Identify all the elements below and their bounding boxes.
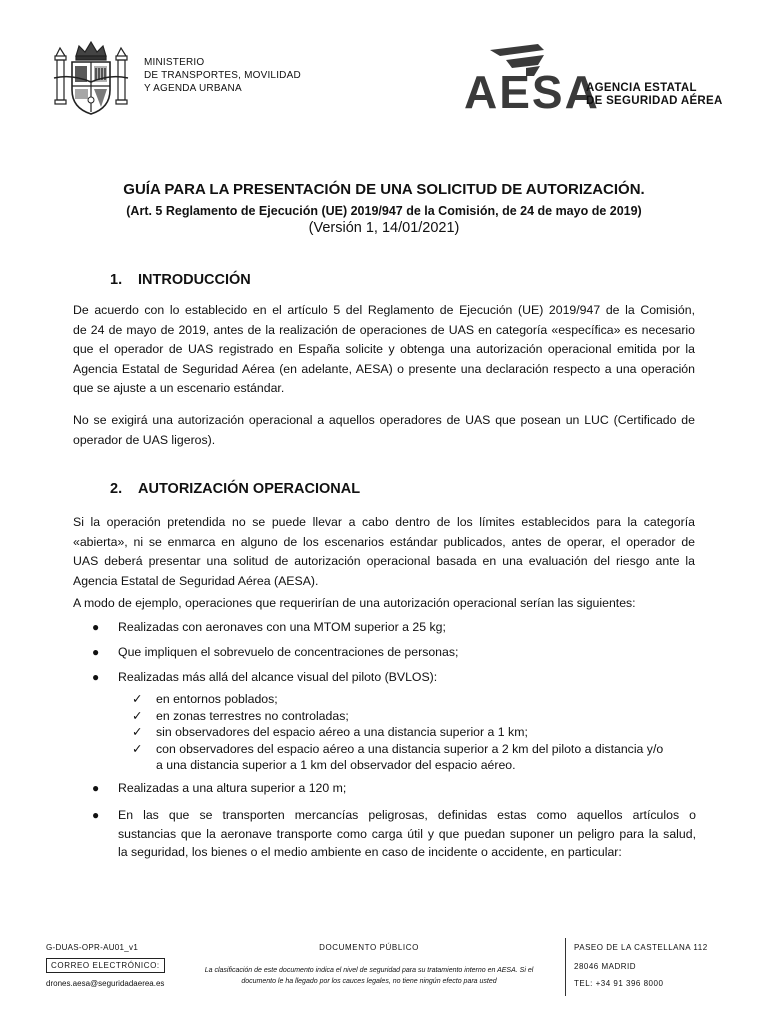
classification-label: DOCUMENTO PÚBLICO bbox=[319, 943, 419, 952]
checklist bbox=[132, 691, 663, 774]
checkmark-icon: ✓ bbox=[132, 692, 143, 706]
bullet-icon: ● bbox=[92, 781, 100, 795]
list-item-line: En las que se transporten mercancías peligrosas, definidas estas como aquellos artículos o bbox=[118, 808, 696, 822]
list-item-line: la seguridad, los bienes o el medio ambiente en caso de incidente o accidente, en particular: bbox=[118, 845, 622, 859]
ministry-name bbox=[144, 56, 301, 95]
list-item bbox=[92, 806, 696, 862]
section-2-title: AUTORIZACIÓN OPERACIONAL bbox=[138, 481, 361, 497]
section-2-number: 2. bbox=[110, 481, 123, 497]
list-item-text: Que impliquen el sobrevuelo de concentraciones de personas; bbox=[118, 645, 459, 659]
section-1-title: INTRODUCCIÓN bbox=[138, 272, 251, 288]
coat-of-arms-logo bbox=[52, 38, 130, 118]
bullet-icon: ● bbox=[92, 645, 100, 659]
checkmark-icon: ✓ bbox=[132, 725, 143, 739]
list-item bbox=[92, 620, 446, 634]
address-line-1: PASEO DE LA CASTELLANA 112 bbox=[574, 943, 708, 952]
checkmark-icon: ✓ bbox=[132, 741, 143, 756]
paragraph-line: De acuerdo con lo establecido en el artículo 5 del Reglamento de Ejecución (UE) 2019/947 de la Comisión, bbox=[73, 303, 695, 317]
checklist-item: en entornos poblados; bbox=[156, 692, 278, 706]
list-item-text: Realizadas a una altura superior a 120 m; bbox=[118, 781, 347, 795]
paragraph-line: que el operador de UAS registrado en España solicite y obtenga una autorización operacional emitida por la bbox=[73, 342, 695, 356]
section-2-paragraph-1 bbox=[73, 513, 695, 591]
document-subtitle: (Art. 5 Reglamento de Ejecución (UE) 2019/947 de la Comisión, de 24 de mayo de 2019) bbox=[126, 204, 642, 218]
aesa-logo bbox=[460, 40, 728, 120]
aesa-wordmark: AESA bbox=[464, 66, 600, 118]
email-label: CORREO ELECTRÓNICO: bbox=[46, 958, 165, 973]
aesa-agency-name bbox=[586, 82, 723, 108]
checklist-item: con observadores del espacio aéreo a una distancia superior a 2 km del piloto a distancia y/o bbox=[156, 741, 664, 756]
ministry-line-2: DE TRANSPORTES, MOVILIDAD bbox=[144, 70, 301, 81]
bullet-icon: ● bbox=[92, 670, 100, 684]
checklist-item-continuation: a una distancia superior a 1 km del observador del espacio aéreo. bbox=[156, 758, 516, 772]
paragraph-line: UAS deberá presentar una solitud de autorización operacional basada en una evaluación del riesgo ante la bbox=[73, 554, 695, 568]
section-1-paragraph-1 bbox=[73, 301, 695, 399]
paragraph-line: Agencia Estatal de Seguridad Aérea (en adelante, AESA) o presente una declaración respecto a una operación bbox=[73, 361, 695, 376]
section-2-paragraph-2 bbox=[73, 594, 695, 614]
telephone: TEL: +34 91 396 8000 bbox=[574, 979, 664, 988]
list-item bbox=[92, 781, 346, 795]
list-item-text: Realizadas con aeronaves con una MTOM superior a 25 kg; bbox=[118, 620, 446, 634]
document-title: GUÍA PARA LA PRESENTACIÓN DE UNA SOLICITUD DE AUTORIZACIÓN. bbox=[123, 181, 645, 198]
list-item-line: sustancias que la aeronave transporte como carga útil y que puedan suponer un peligro para la salud, bbox=[118, 826, 696, 841]
list-item bbox=[92, 670, 437, 684]
document-code: G-DUAS-OPR-AU01_v1 bbox=[46, 943, 139, 952]
document-version: (Versión 1, 14/01/2021) bbox=[308, 220, 460, 236]
list-item-text: Realizadas más allá del alcance visual del piloto (BVLOS): bbox=[118, 670, 438, 684]
aesa-name-line-1: AGENCIA ESTATAL bbox=[586, 82, 697, 94]
section-1-paragraph-2 bbox=[73, 411, 695, 450]
note-line: La clasificación de este documento indica el nivel de seguridad para su tratamiento interno en AESA. Si el bbox=[204, 967, 534, 974]
bullet-icon: ● bbox=[92, 808, 100, 822]
bullet-icon: ● bbox=[92, 620, 100, 634]
paragraph-line: No se exigirá una autorización operacional a aquellos operadores de UAS que posean un LUC (Certificado de bbox=[73, 413, 695, 427]
paragraph-line: operador de UAS ligeros). bbox=[73, 432, 216, 447]
footer-divider bbox=[565, 938, 566, 996]
paragraph-line: A modo de ejemplo, operaciones que requerirían de una autorización operacional serían las siguientes: bbox=[73, 596, 636, 610]
paragraph-line: Agencia Estatal de Seguridad Aérea (AESA). bbox=[73, 573, 319, 588]
checkmark-icon: ✓ bbox=[132, 708, 143, 723]
ministry-line-3: Y AGENDA URBANA bbox=[144, 83, 242, 94]
paragraph-line: de 24 de mayo de 2019, antes de la realización de operaciones de UAS en categoría «específica» es necesario bbox=[73, 322, 695, 337]
list-item bbox=[92, 645, 458, 659]
section-1-number: 1. bbox=[110, 272, 123, 288]
classification-note bbox=[200, 965, 538, 987]
aesa-name-line-2: DE SEGURIDAD AÉREA bbox=[586, 95, 723, 107]
section-1-heading bbox=[110, 272, 251, 288]
note-line: documento le ha llegado por los cauces legales, no tiene ningún efecto para usted bbox=[241, 978, 497, 985]
checklist-item: sin observadores del espacio aéreo a una distancia superior a 1 km; bbox=[156, 725, 528, 739]
paragraph-line: «abierta», ni se enmarca en alguno de los escenarios estándar publicados, antes de operar, el operador de bbox=[73, 534, 695, 549]
section-2-heading bbox=[110, 481, 360, 497]
ministry-line-1: MINISTERIO bbox=[144, 57, 205, 68]
email-link[interactable]: drones.aesa@seguridadaerea.es bbox=[46, 979, 165, 988]
paragraph-line: Si la operación pretendida no se puede llevar a cabo dentro de los límites establecidos para la categoría bbox=[73, 515, 695, 529]
checklist-item: en zonas terrestres no controladas; bbox=[156, 708, 349, 723]
paragraph-line: que se ajuste a un escenario estándar. bbox=[73, 381, 285, 395]
address-line-2: 28046 MADRID bbox=[574, 962, 637, 971]
